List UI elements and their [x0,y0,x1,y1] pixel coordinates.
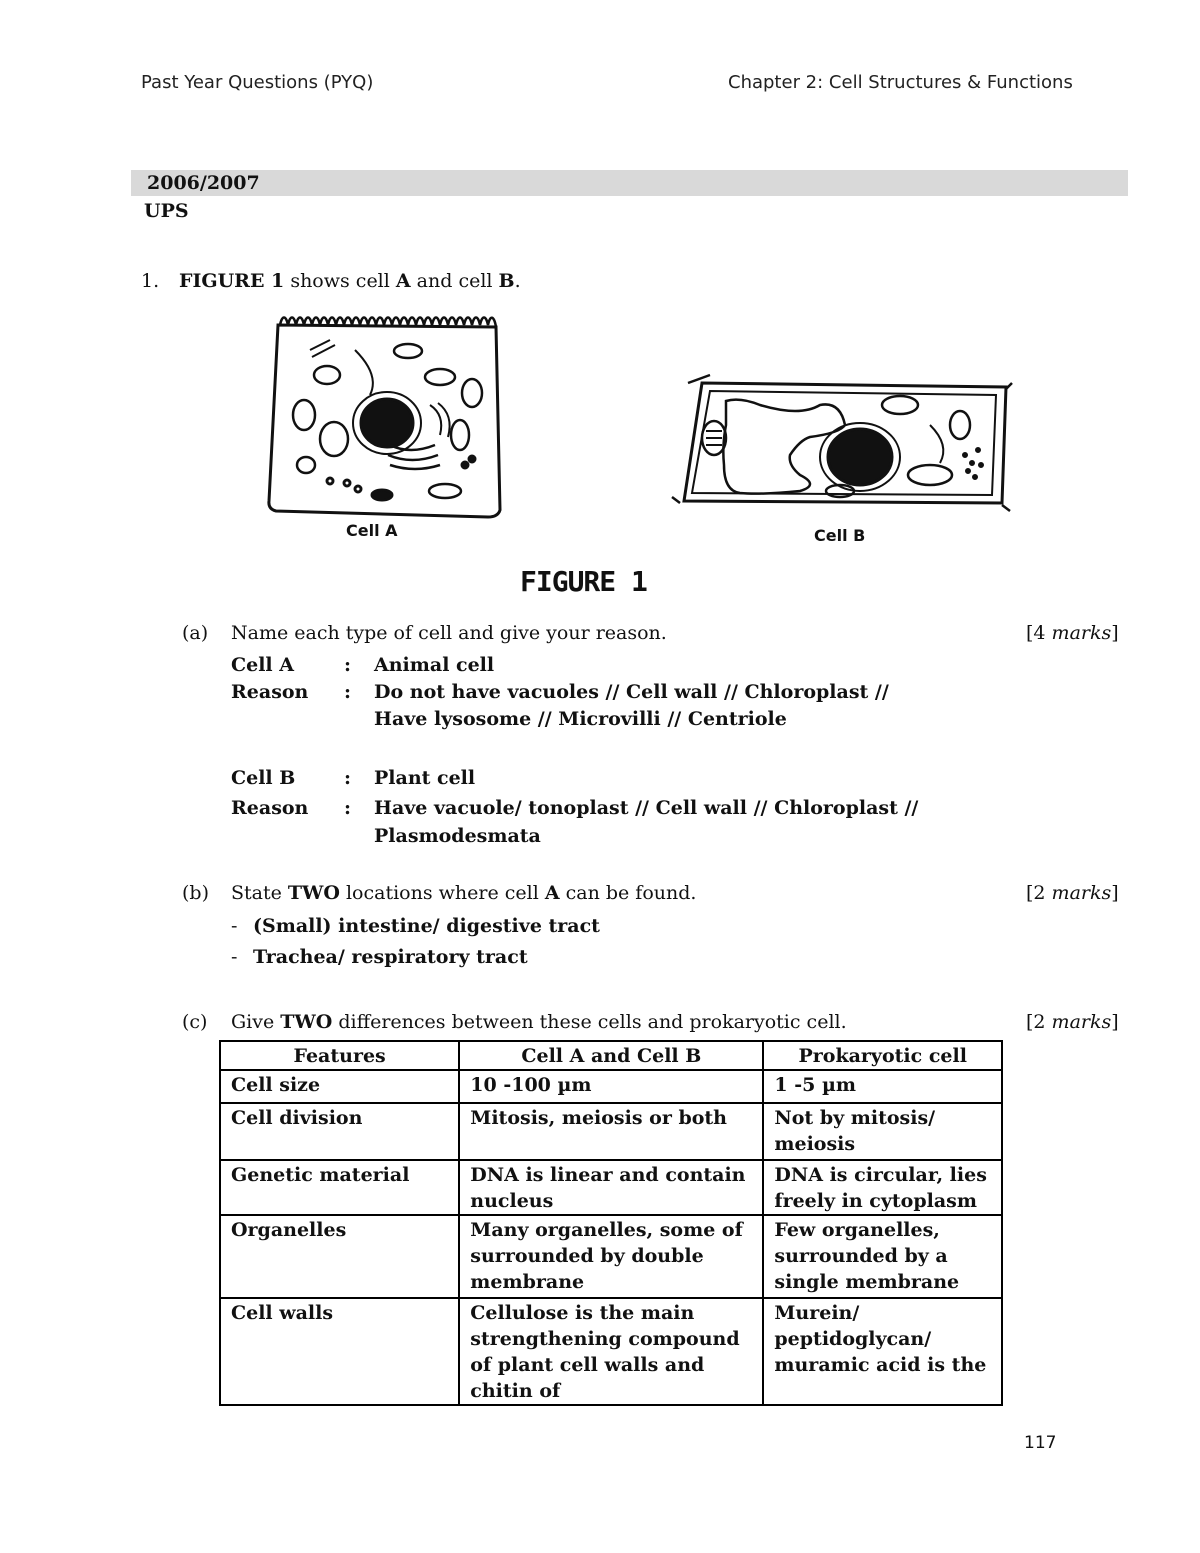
part-b-text: State TWO locations where cell A can be found. [231,882,697,904]
part-a-text: Name each type of cell and give your reason. [231,622,667,644]
table-cell: Cellulose is the main strengthening compound of plant cell walls and chitin of [459,1298,763,1405]
cell-b-drawing [672,375,1012,511]
cell-b-key: Cell B [231,767,296,789]
cell-a-key: Cell A [231,654,295,676]
answer-dash: - [231,915,238,937]
part-b-answer-1: (Small) intestine/ digestive tract [253,915,600,937]
table-row [220,1298,1002,1405]
page-number: 117 [1024,1433,1057,1453]
cell-a-label: Cell A [346,521,398,540]
part-c-marks: [2 marks] [1026,1011,1119,1033]
session-institution: UPS [144,200,189,222]
reason-a-line-1: Do not have vacuoles // Cell wall // Chloroplast // [374,681,889,703]
part-b-label: (b) [182,882,209,904]
colon: : [344,654,352,676]
table-row [220,1215,1002,1298]
figure-caption: FIGURE 1 [520,565,647,598]
colon: : [344,681,352,703]
table-cell: Not by mitosis/ meiosis [763,1103,1002,1160]
cell-b-label: Cell B [814,526,866,545]
table-cell: Many organelles, some of surrounded by double membrane [459,1215,763,1298]
table-row [220,1160,1002,1215]
answer-dash: - [231,946,238,968]
table-header-cell: Cell A and Cell B [459,1041,763,1070]
session-year: 2006/2007 [147,172,260,194]
year-bar [131,170,1128,196]
colon: : [344,767,352,789]
table-cell: Mitosis, meiosis or both [459,1103,763,1160]
table-cell: DNA is linear and contain nucleus [459,1160,763,1215]
colon: : [344,797,352,819]
table-cell: 10 -100 µm [459,1070,763,1103]
table-cell: Cell division [220,1103,459,1160]
table-header-cell: Prokaryotic cell [763,1041,1002,1070]
table-cell: Cell size [220,1070,459,1103]
table-cell: Organelles [220,1215,459,1298]
table-row [220,1103,1002,1160]
part-b-answer-2: Trachea/ respiratory tract [253,946,528,968]
cell-b-answer: Plant cell [374,767,476,789]
part-a-label: (a) [182,622,209,644]
cell-a-drawing [269,318,500,518]
reason-b-line-1: Have vacuole/ tonoplast // Cell wall // Chloroplast // [374,797,919,819]
reason-b-key: Reason [231,797,309,819]
question-intro: FIGURE 1 shows cell A and cell B. [179,270,521,292]
part-a-marks: [4 marks] [1026,622,1119,644]
table-cell: Murein/ peptidoglycan/ muramic acid is the [763,1298,1002,1405]
comparison-table [219,1040,1003,1406]
reason-a-line-2: Have lysosome // Microvilli // Centriole [374,708,787,730]
table-cell: Genetic material [220,1160,459,1215]
part-b-marks: [2 marks] [1026,882,1119,904]
table-cell: Cell walls [220,1298,459,1405]
table-cell: Few organelles, surrounded by a single membrane [763,1215,1002,1298]
table-cell: DNA is circular, lies freely in cytoplasm [763,1160,1002,1215]
header-right: Chapter 2: Cell Structures & Functions [728,72,1073,93]
table-header-row [220,1041,1002,1070]
table-header-cell: Features [220,1041,459,1070]
part-c-text: Give TWO differences between these cells and prokaryotic cell. [231,1011,847,1033]
part-c-label: (c) [182,1011,208,1033]
table-row [220,1070,1002,1103]
question-number: 1. [141,270,160,292]
reason-b-line-2: Plasmodesmata [374,825,541,847]
header-left: Past Year Questions (PYQ) [141,72,374,93]
cell-a-answer: Animal cell [374,654,495,676]
reason-a-key: Reason [231,681,309,703]
table-cell: 1 -5 µm [763,1070,1002,1103]
